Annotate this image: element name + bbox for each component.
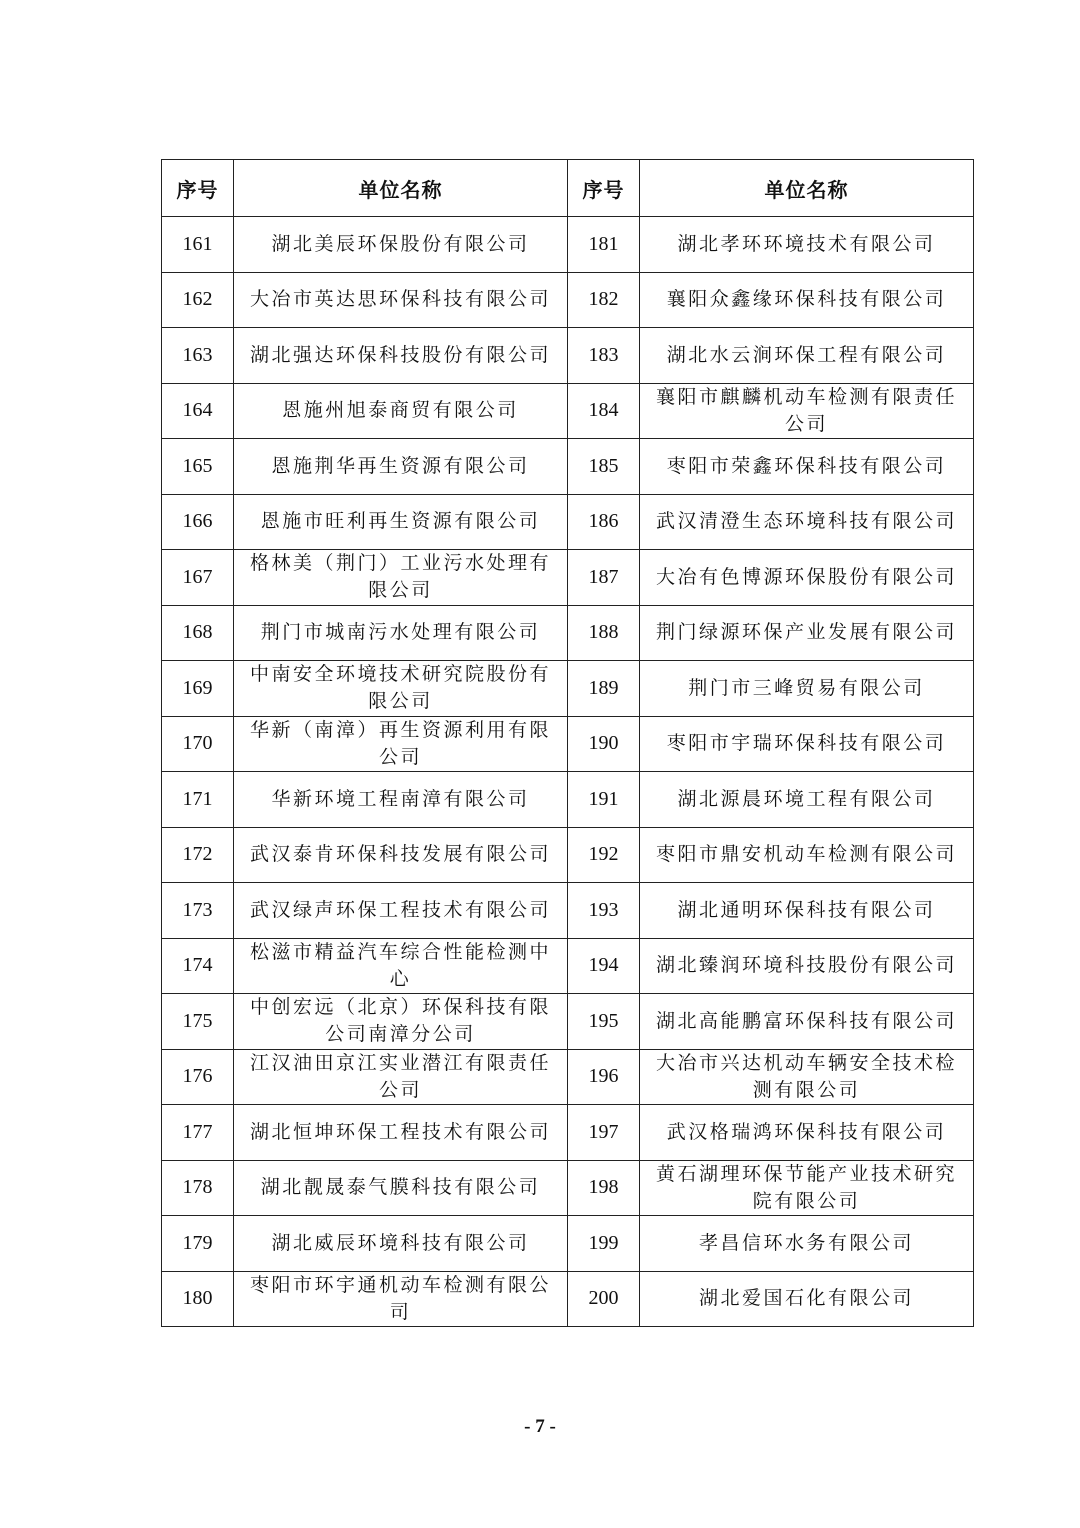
serial-number-right: 187 [588,565,619,588]
header-serial-right: 序号 [568,160,640,217]
serial-number-left: 171 [182,787,213,810]
serial-number-left-cell [162,883,234,939]
serial-number-right-cell [568,661,640,717]
company-name-left: 枣阳市环宇通机动车检测有限公司 [249,1273,551,1323]
serial-number-right-cell [568,1049,640,1105]
serial-number-left: 177 [182,1120,213,1143]
company-name-left: 荆门市城南污水处理有限公司 [260,621,541,644]
serial-number-right-cell [568,439,640,495]
company-name-left-cell [234,272,568,328]
serial-number-left-cell [162,494,234,550]
serial-number-left: 179 [182,1231,213,1254]
table-row [162,994,974,1050]
serial-number-left-cell [162,272,234,328]
company-name-left-cell [234,328,568,384]
company-name-right-cell [640,716,974,772]
company-name-right: 湖北臻润环境科技股份有限公司 [655,954,957,977]
company-name-left: 华新环境工程南漳有限公司 [271,787,530,810]
table-row [162,772,974,828]
company-name-left: 恩施市旺利再生资源有限公司 [260,510,541,533]
serial-number-left: 175 [182,1009,213,1032]
company-name-right-cell [640,439,974,495]
company-name-right: 枣阳市荣鑫环保科技有限公司 [666,454,947,477]
serial-number-right-cell [568,494,640,550]
header-name-left: 单位名称 [234,160,568,217]
serial-number-right: 193 [588,898,619,921]
serial-number-left: 165 [182,454,213,477]
company-name-left-cell [234,439,568,495]
company-name-right-cell [640,1271,974,1327]
serial-number-left: 168 [182,621,213,644]
serial-number-left: 174 [182,954,213,977]
company-name-left: 恩施荆华再生资源有限公司 [271,454,530,477]
company-name-right-cell [640,328,974,384]
company-name-right-cell [640,772,974,828]
company-name-right-cell [640,550,974,606]
serial-number-right-cell [568,1160,640,1216]
table-header-row [162,160,974,217]
serial-number-left-cell [162,1271,234,1327]
serial-number-left-cell [162,605,234,661]
company-name-right-cell [640,827,974,883]
company-name-right-cell [640,994,974,1050]
company-name-right: 枣阳市鼎安机动车检测有限公司 [655,843,957,866]
company-name-right: 孝昌信环水务有限公司 [698,1231,914,1254]
serial-number-right: 181 [588,232,619,255]
header-name-right: 单位名称 [640,160,974,217]
company-name-left: 格林美（荆门）工业污水处理有限公司 [249,552,551,602]
company-name-right: 武汉清澄生态环境科技有限公司 [655,510,957,533]
company-name-left-cell [234,716,568,772]
company-name-right: 大冶有色博源环保股份有限公司 [655,565,957,588]
company-name-right: 枣阳市宇瑞环保科技有限公司 [666,732,947,755]
company-name-left-cell [234,938,568,994]
serial-number-right: 197 [588,1120,619,1143]
serial-number-left-cell [162,772,234,828]
company-name-left: 中创宏远（北京）环保科技有限公司南漳分公司 [249,996,551,1046]
serial-number-left-cell [162,439,234,495]
table-row [162,494,974,550]
company-name-left: 恩施州旭泰商贸有限公司 [282,399,519,422]
company-name-left: 湖北美辰环保股份有限公司 [271,232,530,255]
serial-number-right: 182 [588,288,619,311]
serial-number-left: 172 [182,843,213,866]
serial-number-right-cell [568,217,640,273]
serial-number-left: 167 [182,565,213,588]
serial-number-right-cell [568,772,640,828]
company-name-left: 武汉绿声环保工程技术有限公司 [249,898,551,921]
company-name-right: 襄阳众鑫缘环保科技有限公司 [666,288,947,311]
serial-number-left: 163 [182,343,213,366]
serial-number-left: 162 [182,288,213,311]
company-name-left: 武汉泰肯环保科技发展有限公司 [249,843,551,866]
company-name-right-cell [640,383,974,439]
serial-number-left: 170 [182,732,213,755]
table-row [162,217,974,273]
company-name-right-cell [640,1216,974,1272]
company-name-right-cell [640,217,974,273]
serial-number-right: 196 [588,1065,619,1088]
table-row [162,1271,974,1327]
serial-number-left: 161 [182,232,213,255]
serial-number-right: 200 [588,1287,619,1310]
serial-number-left-cell [162,827,234,883]
company-name-right: 湖北通明环保科技有限公司 [677,898,936,921]
serial-number-right-cell [568,827,640,883]
company-name-right-cell [640,883,974,939]
serial-number-left-cell [162,550,234,606]
serial-number-left-cell [162,328,234,384]
serial-number-right-cell [568,1105,640,1161]
serial-number-right: 195 [588,1009,619,1032]
company-name-right: 湖北水云涧环保工程有限公司 [666,343,947,366]
company-name-right: 大冶市兴达机动车辆安全技术检测有限公司 [655,1051,957,1101]
serial-number-right: 188 [588,621,619,644]
table-row [162,383,974,439]
serial-number-right: 186 [588,510,619,533]
company-name-right-cell [640,272,974,328]
serial-number-right-cell [568,994,640,1050]
company-name-right-cell [640,605,974,661]
serial-number-right-cell [568,938,640,994]
serial-number-right-cell [568,328,640,384]
serial-number-right: 199 [588,1231,619,1254]
company-name-left: 湖北强达环保科技股份有限公司 [249,343,551,366]
company-name-right-cell [640,1105,974,1161]
serial-number-left: 166 [182,510,213,533]
company-name-left-cell [234,883,568,939]
serial-number-left: 169 [182,676,213,699]
serial-number-right-cell [568,716,640,772]
company-name-right-cell [640,1049,974,1105]
company-name-right: 湖北源晨环境工程有限公司 [677,787,936,810]
serial-number-left-cell [162,217,234,273]
serial-number-right: 192 [588,843,619,866]
company-name-left-cell [234,217,568,273]
serial-number-left-cell [162,938,234,994]
serial-number-left-cell [162,1049,234,1105]
company-name-right-cell [640,938,974,994]
company-name-left: 中南安全环境技术研究院股份有限公司 [249,663,551,713]
serial-number-right-cell [568,605,640,661]
serial-number-right-cell [568,383,640,439]
serial-number-left-cell [162,1105,234,1161]
company-name-left-cell [234,661,568,717]
serial-number-left: 176 [182,1065,213,1088]
company-name-left: 湖北恒坤环保工程技术有限公司 [249,1120,551,1143]
company-name-right: 荆门绿源环保产业发展有限公司 [655,621,957,644]
table-row [162,1216,974,1272]
company-list-table [161,159,974,1327]
company-name-left-cell [234,494,568,550]
company-name-left-cell [234,827,568,883]
table-row [162,1049,974,1105]
company-name-left-cell [234,383,568,439]
serial-number-right-cell [568,883,640,939]
company-name-left: 松滋市精益汽车综合性能检测中心 [249,940,551,990]
serial-number-left-cell [162,383,234,439]
serial-number-right: 183 [588,343,619,366]
company-name-left-cell [234,1160,568,1216]
serial-number-right: 194 [588,954,619,977]
serial-number-left: 173 [182,898,213,921]
serial-number-left-cell [162,1216,234,1272]
table-row [162,1105,974,1161]
serial-number-right: 184 [588,399,619,422]
company-name-left-cell [234,994,568,1050]
serial-number-right: 190 [588,732,619,755]
company-name-left-cell [234,1049,568,1105]
serial-number-left-cell [162,994,234,1050]
company-name-right: 荆门市三峰贸易有限公司 [688,676,925,699]
table-row [162,1160,974,1216]
serial-number-left-cell [162,661,234,717]
serial-number-right-cell [568,272,640,328]
company-name-left-cell [234,772,568,828]
table-row [162,827,974,883]
table-row [162,439,974,495]
table-body [162,217,974,1327]
company-name-left: 湖北靓晟泰气膜科技有限公司 [260,1176,541,1199]
table-row [162,883,974,939]
company-name-left-cell [234,550,568,606]
company-name-right: 襄阳市麒麟机动车检测有限责任公司 [655,385,957,435]
company-name-right-cell [640,1160,974,1216]
table-row [162,938,974,994]
company-name-right: 湖北孝环环境技术有限公司 [677,232,936,255]
serial-number-right-cell [568,550,640,606]
serial-number-right-cell [568,1216,640,1272]
table-row [162,716,974,772]
company-name-left: 湖北威辰环境科技有限公司 [271,1231,530,1254]
company-name-right: 黄石湖理环保节能产业技术研究院有限公司 [655,1162,957,1212]
company-name-right: 湖北高能鹏富环保科技有限公司 [655,1009,957,1032]
table-row [162,550,974,606]
serial-number-left: 178 [182,1176,213,1199]
serial-number-right: 198 [588,1176,619,1199]
table-row [162,661,974,717]
serial-number-right: 185 [588,454,619,477]
serial-number-right: 191 [588,787,619,810]
serial-number-right-cell [568,1271,640,1327]
company-name-left-cell [234,1271,568,1327]
header-serial-left: 序号 [162,160,234,217]
serial-number-left-cell [162,716,234,772]
company-name-left: 江汉油田京江实业潜江有限责任公司 [249,1051,551,1101]
company-name-right: 武汉格瑞鸿环保科技有限公司 [666,1120,947,1143]
company-name-right: 湖北爱国石化有限公司 [698,1287,914,1310]
company-name-left-cell [234,1105,568,1161]
page-number: - 7 - [524,1416,556,1437]
serial-number-left: 180 [182,1287,213,1310]
serial-number-left: 164 [182,399,213,422]
serial-number-right: 189 [588,676,619,699]
serial-number-left-cell [162,1160,234,1216]
company-name-right-cell [640,494,974,550]
table-row [162,328,974,384]
company-name-left-cell [234,1216,568,1272]
company-name-left: 华新（南漳）再生资源利用有限公司 [249,718,551,768]
table-row [162,605,974,661]
company-name-right-cell [640,661,974,717]
company-name-left-cell [234,605,568,661]
company-name-left: 大冶市英达思环保科技有限公司 [249,288,551,311]
table-row [162,272,974,328]
